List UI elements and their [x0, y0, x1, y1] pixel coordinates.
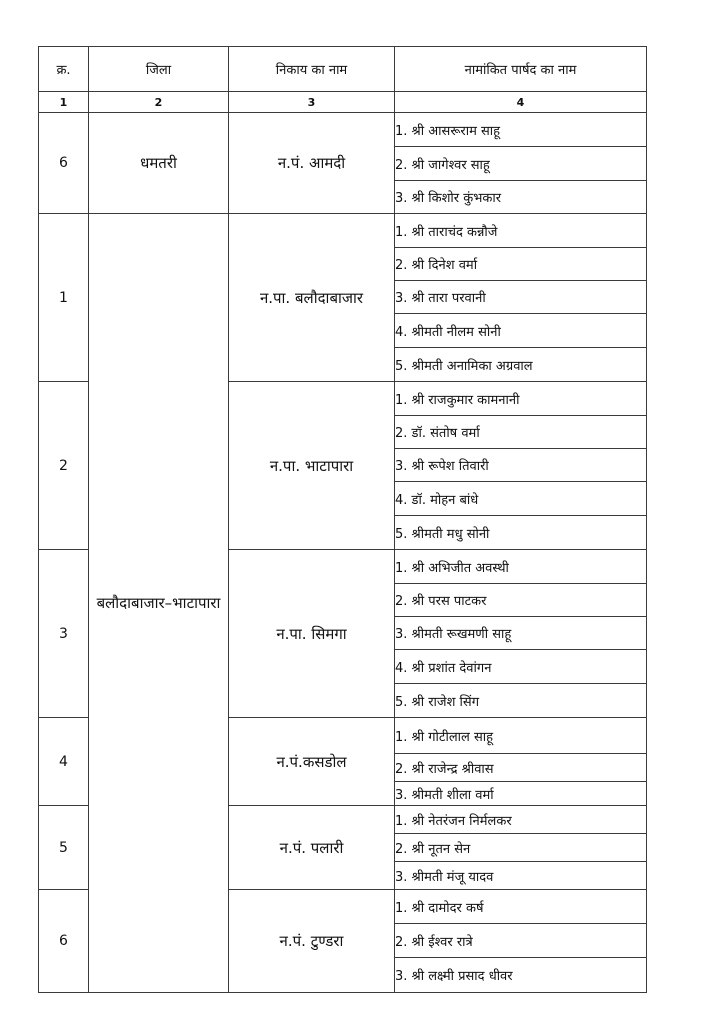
header-councillor-name: नामांकित पार्षद का नाम — [395, 47, 647, 92]
councillor-table — [38, 46, 647, 993]
column-number: 3 — [229, 92, 395, 113]
councillor-name: 1. श्री राजकुमार कामनानी — [395, 382, 647, 416]
local-body-name: न.पा. भाटापारा — [229, 382, 395, 550]
header-sr: क्र. — [39, 47, 89, 92]
councillor-name: 2. डॉ. संतोष वर्मा — [395, 416, 647, 449]
serial-number: 2 — [39, 382, 89, 550]
local-body-name: न.पं. टुण्डरा — [229, 890, 395, 993]
councillor-name: 4. श्री प्रशांत देवांगन — [395, 650, 647, 684]
councillor-name: 4. डॉ. मोहन बांधे — [395, 482, 647, 516]
councillor-name: 3. श्री रूपेश तिवारी — [395, 449, 647, 482]
column-number: 1 — [39, 92, 89, 113]
councillor-name: 3. श्रीमती मंजू यादव — [395, 862, 647, 890]
table-row — [39, 214, 647, 248]
councillor-name: 4. श्रीमती नीलम सोनी — [395, 314, 647, 348]
table-row — [39, 113, 647, 147]
councillor-name: 3. श्रीमती शीला वर्मा — [395, 782, 647, 806]
councillor-name: 2. श्री परस पाटकर — [395, 584, 647, 617]
header-row — [39, 47, 647, 92]
serial-number: 6 — [39, 890, 89, 993]
local-body-name: न.पा. सिमगा — [229, 550, 395, 718]
councillor-name: 3. श्री लक्ष्मी प्रसाद धीवर — [395, 958, 647, 993]
column-number: 2 — [89, 92, 229, 113]
councillor-name: 3. श्रीमती रूखमणी साहू — [395, 617, 647, 650]
councillor-name: 5. श्री राजेश सिंग — [395, 684, 647, 718]
local-body-name: न.पं.कसडोल — [229, 718, 395, 806]
column-number-row — [39, 92, 647, 113]
serial-number: 6 — [39, 113, 89, 214]
councillor-name: 3. श्री किशोर कुंभकार — [395, 181, 647, 214]
district-name: धमतरी — [89, 113, 229, 214]
serial-number: 4 — [39, 718, 89, 806]
table-body — [39, 113, 647, 993]
local-body-name: न.पं. आमदी — [229, 113, 395, 214]
header-district: जिला — [89, 47, 229, 92]
councillor-name: 2. श्री दिनेश वर्मा — [395, 248, 647, 281]
councillor-name: 3. श्री तारा परवानी — [395, 281, 647, 314]
header-body-name: निकाय का नाम — [229, 47, 395, 92]
councillor-name: 1. श्री गोटीलाल साहू — [395, 718, 647, 754]
councillor-name: 1. श्री आसरूराम साहू — [395, 113, 647, 147]
councillor-name: 2. श्री नूतन सेन — [395, 834, 647, 862]
councillor-name: 1. श्री दामोदर कर्ष — [395, 890, 647, 924]
councillor-name: 1. श्री नेतरंजन निर्मलकर — [395, 806, 647, 834]
local-body-name: न.पं. पलारी — [229, 806, 395, 890]
councillor-name: 5. श्रीमती मधु सोनी — [395, 516, 647, 550]
serial-number: 3 — [39, 550, 89, 718]
councillor-name: 2. श्री राजेन्द्र श्रीवास — [395, 754, 647, 782]
councillor-name: 5. श्रीमती अनामिका अग्रवाल — [395, 348, 647, 382]
councillor-name: 2. श्री ईश्वर रात्रे — [395, 924, 647, 958]
serial-number: 1 — [39, 214, 89, 382]
column-number: 4 — [395, 92, 647, 113]
councillor-name: 1. श्री अभिजीत अवस्थी — [395, 550, 647, 584]
councillor-name: 2. श्री जागेश्वर साहू — [395, 147, 647, 181]
local-body-name: न.पा. बलौदाबाजार — [229, 214, 395, 382]
district-name: बलौदाबाजार–भाटापारा — [89, 214, 229, 993]
councillor-name: 1. श्री ताराचंद कन्नौजे — [395, 214, 647, 248]
serial-number: 5 — [39, 806, 89, 890]
